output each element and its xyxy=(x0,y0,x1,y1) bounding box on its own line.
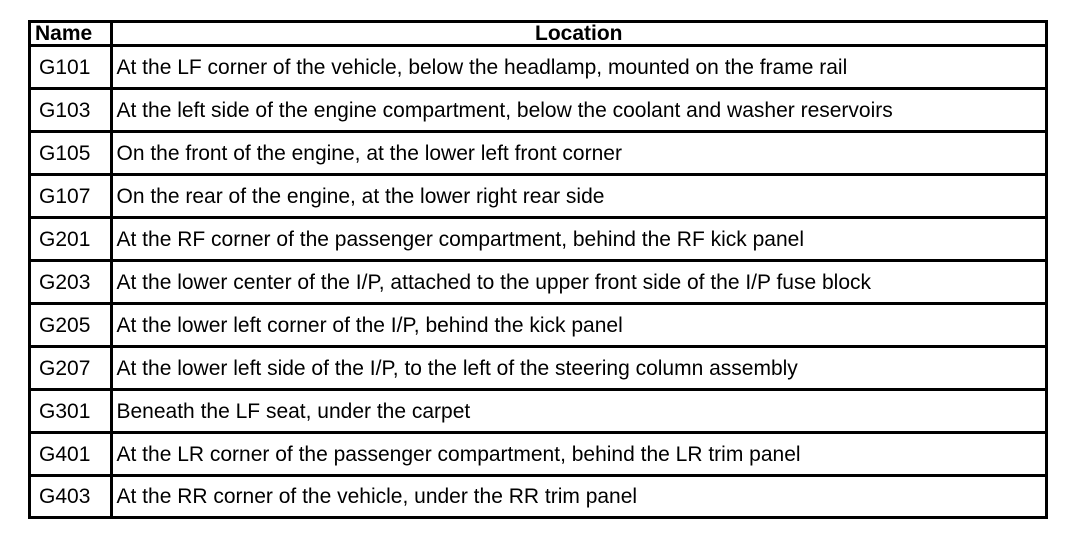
table-row xyxy=(31,175,1045,218)
ground-name-cell: G105 xyxy=(31,132,111,175)
table-row xyxy=(31,261,1045,304)
ground-name-cell: G205 xyxy=(31,304,111,347)
table-row xyxy=(31,347,1045,390)
table-row xyxy=(31,218,1045,261)
table-row xyxy=(31,390,1045,433)
table-row xyxy=(31,304,1045,347)
table-row xyxy=(31,46,1045,89)
ground-location-cell: At the RR corner of the vehicle, under the RR trim panel xyxy=(111,476,1045,516)
table-row xyxy=(31,132,1045,175)
ground-name-cell: G103 xyxy=(31,89,111,132)
column-header-location: Location xyxy=(111,23,1045,46)
ground-name-cell: G401 xyxy=(31,433,111,476)
ground-location-cell: At the left side of the engine compartment, below the coolant and washer reservoirs xyxy=(111,89,1045,132)
ground-location-cell: At the LR corner of the passenger compartment, behind the LR trim panel xyxy=(111,433,1045,476)
ground-location-cell: At the lower left corner of the I/P, behind the kick panel xyxy=(111,304,1045,347)
ground-location-cell: On the rear of the engine, at the lower right rear side xyxy=(111,175,1045,218)
ground-name-cell: G301 xyxy=(31,390,111,433)
ground-name-cell: G101 xyxy=(31,46,111,89)
ground-location-cell: Beneath the LF seat, under the carpet xyxy=(111,390,1045,433)
ground-name-cell: G403 xyxy=(31,476,111,516)
table-row xyxy=(31,476,1045,516)
ground-location-cell: At the lower center of the I/P, attached to the upper front side of the I/P fuse block xyxy=(111,261,1045,304)
ground-name-cell: G107 xyxy=(31,175,111,218)
ground-name-cell: G201 xyxy=(31,218,111,261)
ground-name-cell: G203 xyxy=(31,261,111,304)
table-header xyxy=(31,23,1045,46)
ground-location-cell: At the LF corner of the vehicle, below the headlamp, mounted on the frame rail xyxy=(111,46,1045,89)
ground-location-cell: On the front of the engine, at the lower left front corner xyxy=(111,132,1045,175)
column-header-name: Name xyxy=(31,23,111,46)
header-row xyxy=(31,23,1045,46)
ground-location-cell: At the RF corner of the passenger compartment, behind the RF kick panel xyxy=(111,218,1045,261)
table-row xyxy=(31,89,1045,132)
table-row xyxy=(31,433,1045,476)
ground-locations-table xyxy=(31,23,1045,516)
table-body xyxy=(31,46,1045,517)
ground-location-cell: At the lower left side of the I/P, to the left of the steering column assembly xyxy=(111,347,1045,390)
ground-name-cell: G207 xyxy=(31,347,111,390)
ground-locations-table-container xyxy=(28,20,1048,519)
